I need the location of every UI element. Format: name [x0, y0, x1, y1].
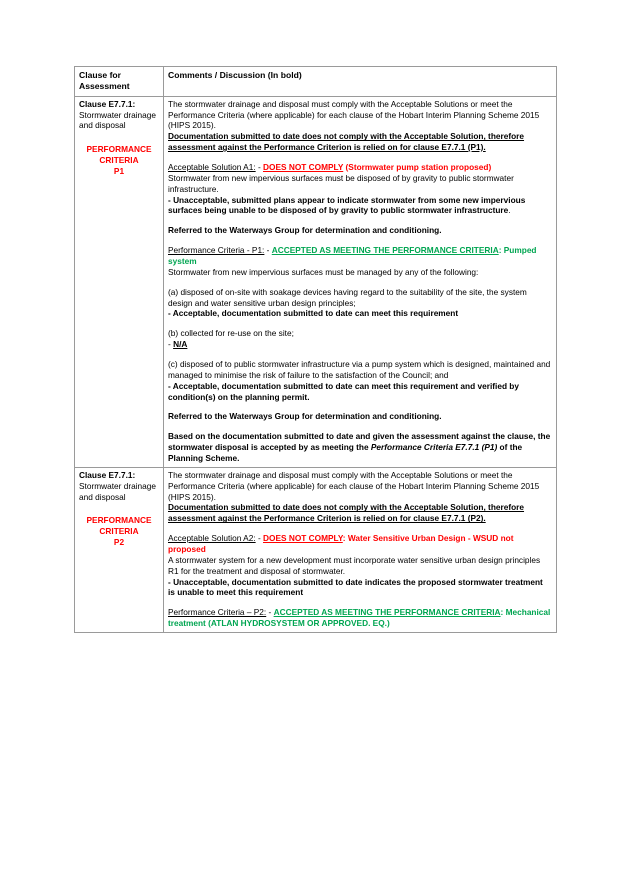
spacer: [168, 319, 552, 328]
performance-criteria-badge-p2: [79, 515, 159, 547]
header-cell-clause: [75, 67, 164, 97]
comments-cell-p2: [164, 467, 557, 632]
performance-criteria-line-3: P2: [113, 537, 125, 548]
comments-cell-p1: [164, 96, 557, 467]
acceptable-solution-dash-p2: -: [255, 533, 264, 544]
performance-criteria-line-3: P1: [113, 165, 125, 176]
acceptable-solution-status-underlined-p1: DOES NOT COMPLY: [263, 161, 344, 172]
intro-bold-underline-p1: Documentation submitted to date does not comply with the Acceptable Solution, therefore assessment against the Performance Criterion is relied on for clause E7.7.1 (P1).: [168, 131, 525, 153]
criteria-item-c-text: (c) disposed of to public stormwater infrastructure via a pump system which is designed, maintained and managed to minimise the risk of failure to the satisfaction of the Council; and: [168, 359, 551, 380]
spacer: [168, 350, 552, 359]
spacer: [168, 153, 552, 162]
criteria-item-b-dash: -: [168, 339, 174, 350]
acceptable-solution-status-rest-p2: : Water Sensitive Urban Design - WSUD not proposed: [168, 533, 514, 555]
acceptable-solution-dash-p1: -: [255, 161, 264, 172]
spacer: [168, 598, 552, 607]
acceptable-solution-label-p1: Acceptable Solution A1:: [168, 161, 256, 172]
clause-description-p1: Stormwater drainage and disposal: [79, 109, 157, 131]
conclusion-p1: [168, 431, 552, 464]
clause-label-p1: Clause E7.7.1:: [79, 98, 136, 109]
header-label-comments: Comments / Discussion (In bold): [168, 70, 302, 80]
performance-criteria-text-p1: Stormwater from new impervious surfaces must be managed by any of the following:: [168, 266, 479, 277]
criteria-item-c-finding: - Acceptable, documentation submitted to date can meet this requirement and verified by condition(s) on the planning permit.: [168, 380, 519, 402]
intro-bold-underline-p2: Documentation submitted to date does not comply with the Acceptable Solution, therefore assessment against the Performance Criterion is relied on for clause E7.7.1 (P2).: [168, 502, 525, 524]
performance-criteria-dash-p1: -: [264, 245, 272, 256]
performance-criteria-dash-p2: -: [266, 607, 274, 618]
performance-criteria-line-2: CRITERIA: [99, 155, 139, 166]
performance-criteria-label-p1: Performance Criteria - P1:: [168, 245, 265, 256]
clause-label-p2: Clause E7.7.1:: [79, 469, 136, 480]
acceptable-solution-finding-p2: - Unacceptable, documentation submitted to date indicates the proposed stormwater treatment is unable to meet this requirement: [168, 576, 543, 598]
spacer: [168, 216, 552, 225]
clause-description-p2: Stormwater drainage and disposal: [79, 480, 157, 502]
acceptable-solution-finding-tail-p1: .: [508, 205, 511, 216]
performance-criteria-label-p2: Performance Criteria – P2:: [168, 607, 267, 618]
acceptable-solution-label-p2: Acceptable Solution A2:: [168, 533, 256, 544]
conclusion-italic-reference: Performance Criteria E7.7.1 (P1): [370, 442, 498, 453]
intro-plain-p1: The stormwater drainage and disposal must comply with the Acceptable Solutions or meet the Performance Criteria (where applicable) for each clause of the Hobart Interim Planning Scheme 2015 (HIPS 2015).: [168, 98, 540, 131]
performance-criteria-line-1: PERFORMANCE: [86, 515, 152, 526]
assessment-table: [74, 66, 557, 633]
referred-note-1-p1: Referred to the Waterways Group for determination and conditioning.: [168, 225, 442, 236]
performance-criteria-heading-p1: [168, 245, 552, 267]
conclusion-part-2: of the Planning Scheme.: [168, 442, 523, 464]
spacer: [168, 236, 552, 245]
performance-criteria-line-2: CRITERIA: [99, 526, 139, 537]
table-row: [75, 467, 557, 632]
clause-cell-p1: [75, 96, 164, 467]
referred-note-2-p1: Referred to the Waterways Group for determination and conditioning.: [168, 411, 442, 422]
header-label-clause: Clause for Assessment: [79, 70, 130, 92]
acceptable-solution-heading-p1: [168, 162, 552, 173]
acceptable-solution-heading-p2: [168, 533, 552, 555]
performance-criteria-status-rest-p1: : Pumped system: [168, 245, 537, 266]
acceptable-solution-text-p2: A stormwater system for a new development must incorporate water sensitive urban design principles R1 for the treatment and disposal of stormwater.: [168, 554, 541, 576]
table-header-row: [75, 67, 557, 97]
spacer: [168, 278, 552, 287]
criteria-item-a-text: (a) disposed of on-site with soakage devices having regard to the suitability of the site, the system design and water sensitive urban design principles;: [168, 286, 527, 308]
criteria-item-b-finding: [168, 339, 552, 350]
acceptable-solution-status-rest-p1: (Stormwater pump station proposed): [343, 161, 492, 172]
acceptable-solution-finding-bold-p1: - Unacceptable, submitted plans appear to indicate stormwater from some new impervious surfaces being unable to be disposed of by gravity to public stormwater infrastructure: [168, 194, 526, 216]
conclusion-part-1: Based on the documentation submitted to date and given the assessment against the clause, the stormwater disposal is accepted by as meeting the: [168, 431, 551, 453]
spacer: [168, 402, 552, 411]
performance-criteria-status-rest-p2: : Mechanical treatment (ATLAN HYDROSYSTEM OR APPROVED. EQ.): [168, 607, 551, 629]
spacer: [168, 524, 552, 533]
performance-criteria-line-1: PERFORMANCE: [86, 144, 152, 155]
acceptable-solution-finding-p1: [168, 195, 552, 217]
clause-cell-p2: [75, 467, 164, 632]
performance-criteria-heading-p2: [168, 607, 552, 629]
intro-plain-p2: The stormwater drainage and disposal must comply with the Acceptable Solutions or meet the Performance Criteria (where applicable) for each clause of the Hobart Interim Planning Scheme 2015 (HIPS 2015).: [168, 469, 540, 502]
performance-criteria-status-underlined-p2: ACCEPTED AS MEETING THE PERFORMANCE CRITERIA: [273, 607, 501, 618]
spacer: [168, 422, 552, 431]
acceptable-solution-text-p1: Stormwater from new impervious surfaces must be disposed of by gravity to public stormwater infrastructure.: [168, 172, 514, 194]
criteria-item-b-text: (b) collected for re-use on the site;: [168, 328, 294, 339]
header-cell-comments: [164, 67, 557, 97]
criteria-item-a-finding: - Acceptable, documentation submitted to date can meet this requirement: [168, 308, 459, 319]
performance-criteria-status-underlined-p1: ACCEPTED AS MEETING THE PERFORMANCE CRITERIA: [271, 245, 499, 256]
performance-criteria-badge-p1: [79, 144, 159, 176]
criteria-item-b-na: N/A: [173, 339, 188, 350]
table-row: [75, 96, 557, 467]
acceptable-solution-status-underlined-p2: DOES NOT COMPLY: [263, 533, 343, 544]
